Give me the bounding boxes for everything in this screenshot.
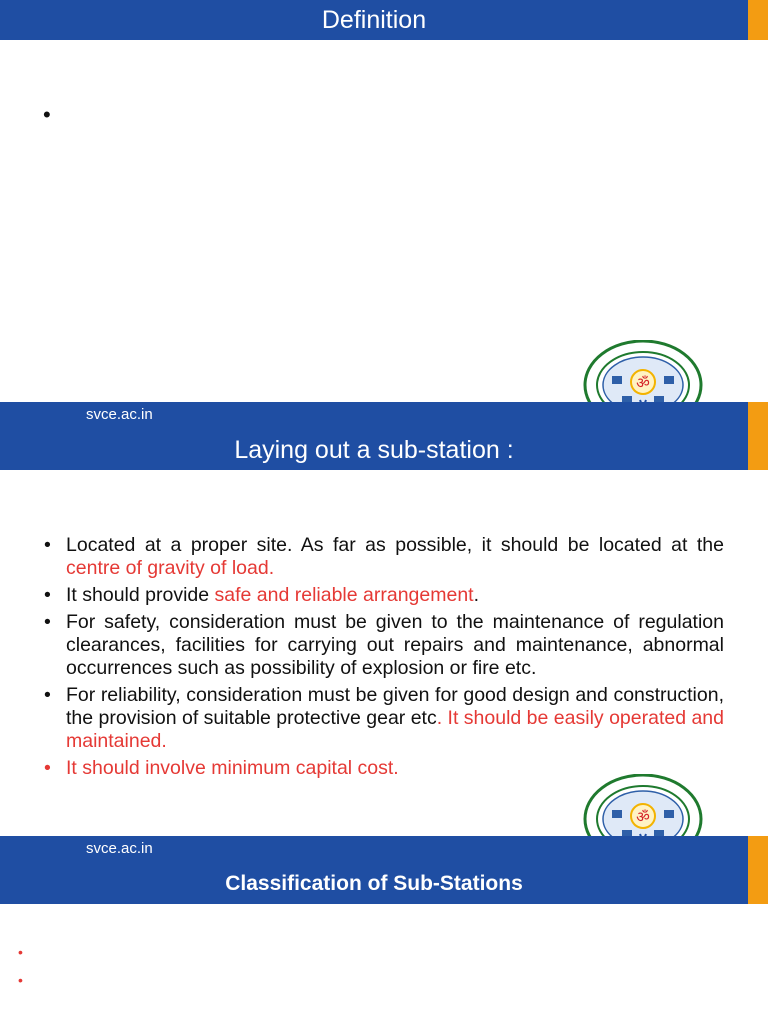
slide-title: Classification of Sub-Stations xyxy=(225,872,523,895)
bullet-text: For reliability, consideration must be given for good design and construction, the provision of suitable protective gear etc xyxy=(66,684,724,729)
footer-website: svce.ac.in xyxy=(86,840,153,857)
empty-bullet: • xyxy=(18,944,23,960)
list-item xyxy=(44,584,724,607)
bullet-text: It should involve minimum capital cost. xyxy=(66,757,399,779)
footer-accent-tab xyxy=(748,402,768,430)
list-item xyxy=(44,684,724,753)
bullet-text: Located at a proper site. As far as possible, it should be located at the xyxy=(66,534,724,556)
svg-text:ॐ: ॐ xyxy=(636,808,650,826)
slide-title-bar xyxy=(0,864,748,904)
accent-tab xyxy=(748,864,768,904)
bullet-text: It should provide xyxy=(66,584,215,606)
bullet-highlight: safe and reliable arrangement xyxy=(214,584,474,606)
bullet-highlight: . It should be easily operated and maintained. xyxy=(66,707,725,752)
footer-bar xyxy=(0,402,748,430)
empty-bullet: • xyxy=(18,972,23,988)
bullet-text: For safety, consideration must be given to the maintenance of regulation clearances, facilities for carrying out repairs and maintenance, abnormal occurrences such as possibility of explosion or fire etc. xyxy=(66,611,724,679)
bullet-highlight: centre of gravity of load. xyxy=(66,557,275,579)
footer-accent-tab xyxy=(748,836,768,864)
bullet-text-end: . xyxy=(473,584,480,606)
bullet-list xyxy=(44,534,724,784)
accent-tab xyxy=(748,430,768,470)
empty-bullet: • xyxy=(43,102,51,127)
slide-title-bar xyxy=(0,430,748,470)
slide-classification xyxy=(0,864,768,1024)
slide-title-bar xyxy=(0,0,748,40)
slide-laying-out-substation xyxy=(0,430,768,864)
slide-title: Laying out a sub-station : xyxy=(234,435,514,464)
list-item xyxy=(44,611,724,680)
accent-tab xyxy=(748,0,768,40)
footer-bar xyxy=(0,836,748,864)
list-item xyxy=(44,534,724,580)
slide-definition xyxy=(0,0,768,430)
svg-text:ॐ: ॐ xyxy=(636,374,650,392)
slide-title: Definition xyxy=(321,5,427,34)
footer-website: svce.ac.in xyxy=(86,406,153,423)
